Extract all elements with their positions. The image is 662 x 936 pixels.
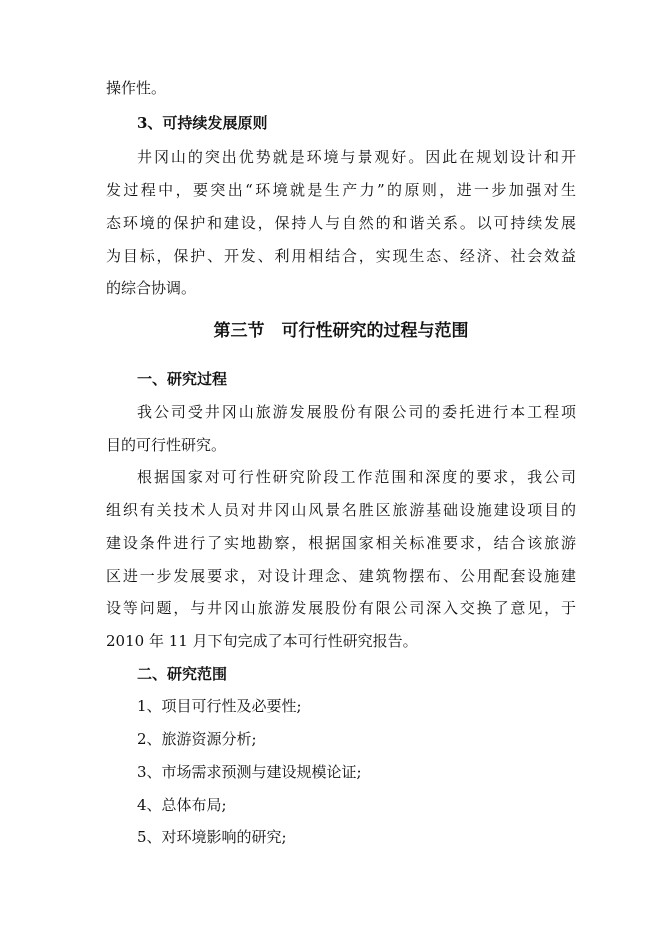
research-process-p2-line-4: 区进一步发展要求，对设计理念、建筑物摆布、公用配套设施建 — [106, 567, 576, 585]
research-process-p2-line-5: 设等问题，与井冈山旅游发展股份有限公司深入交换了意见，于 — [106, 599, 576, 617]
research-scope-item-3: 3、市场需求预测与建设规模论证; — [137, 763, 362, 781]
principle3-line-4: 为目标，保护、开发、利用相结合，实现生态、经济、社会效益 — [106, 247, 576, 265]
research-scope-item-2: 2、旅游资源分析; — [137, 730, 257, 748]
principle3-line-2: 发过程中，要突出“环境就是生产力”的原则，进一步加强对生 — [106, 181, 576, 199]
research-scope-item-5: 5、对环境影响的研究; — [137, 828, 287, 846]
research-process-p1-line-2: 目的可行性研究。 — [106, 436, 227, 454]
research-scope-heading: 二、研究范围 — [137, 665, 228, 683]
section3-title: 第三节 可行性研究的过程与范围 — [213, 321, 469, 341]
principle3-line-5: 的综合协调。 — [106, 279, 197, 297]
research-process-heading: 一、研究过程 — [137, 370, 228, 388]
research-process-p2-line-3: 建设条件进行了实地勘察，根据国家相关标准要求，结合该旅游 — [106, 534, 576, 552]
research-process-p2-line-1: 根据国家对可行性研究阶段工作范围和深度的要求，我公司 — [137, 468, 576, 486]
principle3-line-1: 井冈山的突出优势就是环境与景观好。因此在规划设计和开 — [137, 148, 576, 166]
principle3-heading: 3、可持续发展原则 — [137, 114, 268, 132]
research-process-p2-line-6: 2010 年 11 月下旬完成了本可行性研究报告。 — [106, 632, 418, 650]
research-process-p2-line-2: 组织有关技术人员对井冈山风景名胜区旅游基础设施建设项目的 — [106, 501, 576, 519]
intro-tail-line: 操作性。 — [106, 79, 167, 97]
research-scope-item-1: 1、项目可行性及必要性; — [137, 697, 302, 715]
research-scope-item-4: 4、总体布局; — [137, 796, 227, 814]
principle3-line-3: 态环境的保护和建设，保持人与自然的和谐关系。以可持续发展 — [106, 214, 576, 232]
research-process-p1-line-1: 我公司受井冈山旅游发展股份有限公司的委托进行本工程项 — [137, 403, 576, 421]
